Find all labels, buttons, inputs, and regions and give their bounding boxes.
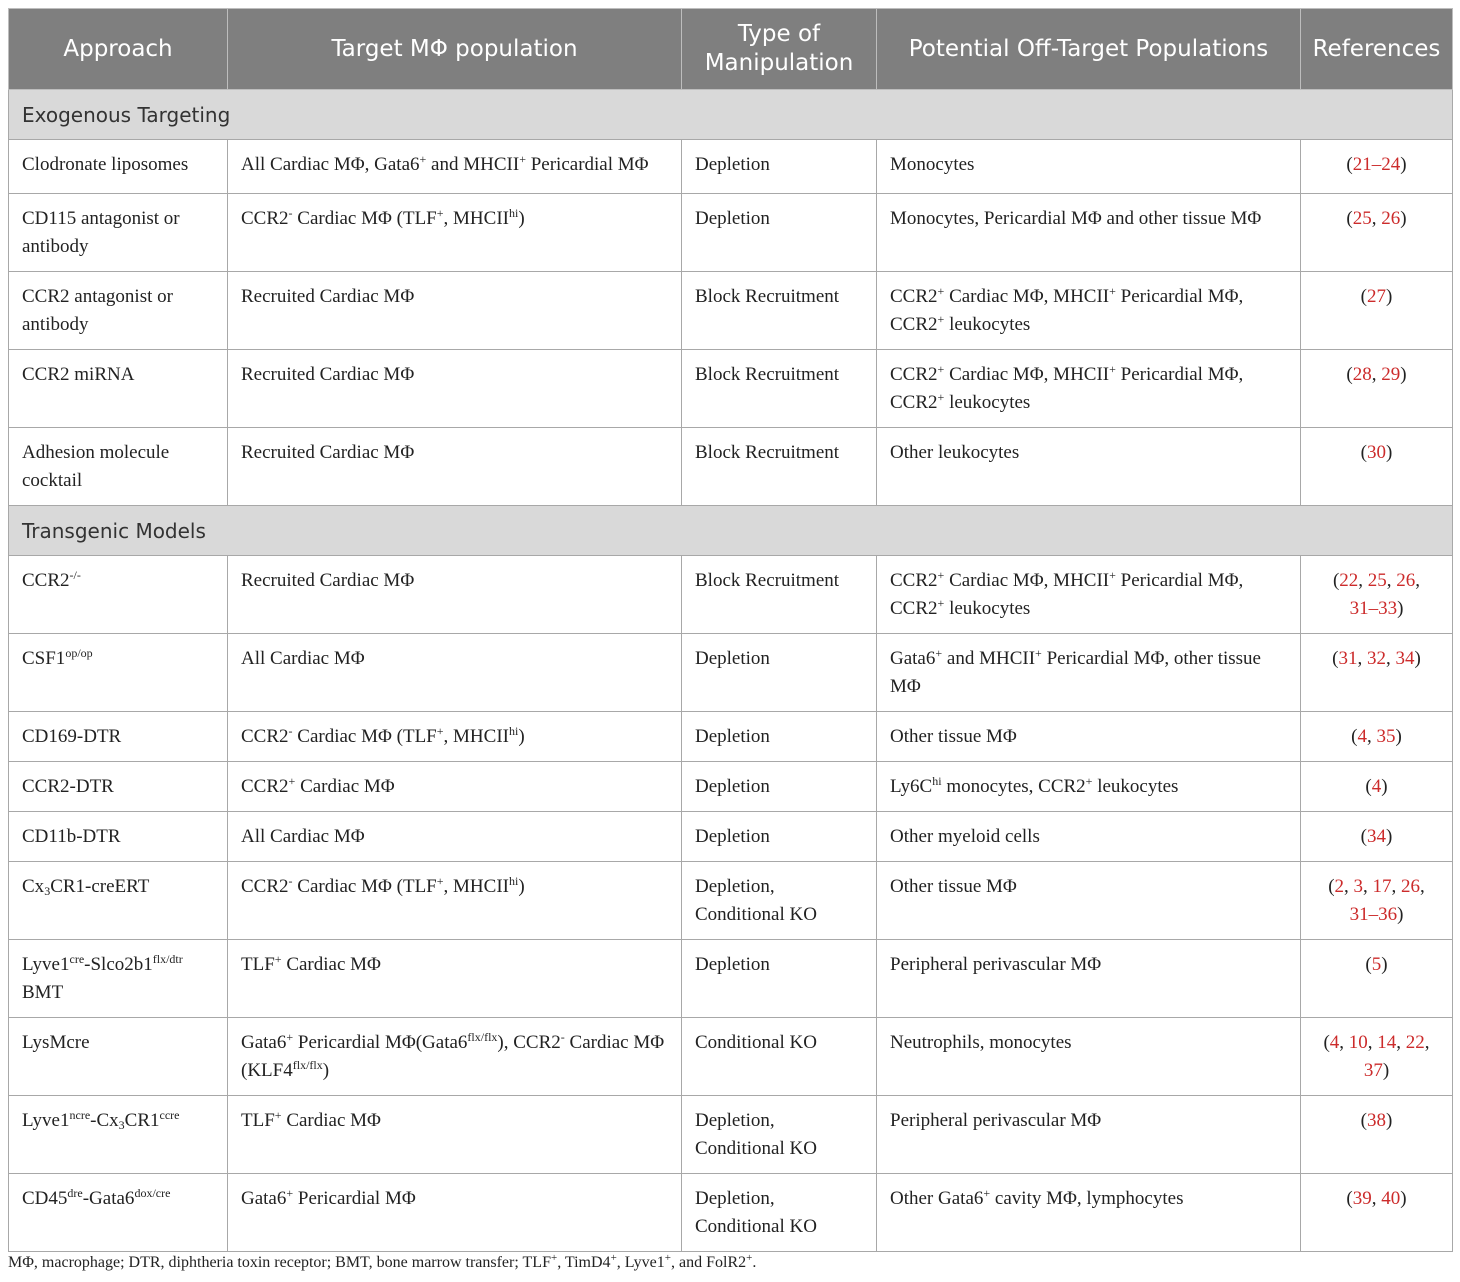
table-row [9,712,1453,762]
type-cell: Block Recruitment [682,350,877,428]
target-text: Gata6+ Pericardial $M\Phi(Gata6^{flx/flx})$, CCR2- Cardiac MΦ $(KLF4^{flx/flx})$ [241,1030,665,1081]
target-text: Recruited Cardiac MΦ [241,570,415,591]
off-target-cell: Other tissue MΦ [877,862,1301,940]
target-cell [228,194,682,272]
off-target-text: Gata6+ and MHCII+ Pericardial MΦ, other tissue MΦ [890,646,1261,697]
off-target-text: Other leukocytes [890,442,1020,463]
reference-links[interactable]: (22, 25, 26, 31–33) [1332,570,1421,619]
reference-links[interactable]: (27) [1360,286,1393,307]
type-cell: Depletion [682,140,877,194]
section-label: Exogenous Targeting [9,90,1453,140]
type-cell: Block Recruitment [682,556,877,634]
target-cell [228,1096,682,1174]
approach-text: $CD45^{dre}-Gata6^{dox/cre}$ [22,1186,171,1209]
off-target-cell: Peripheral perivascular MΦ [877,1096,1301,1174]
type-cell: Depletion [682,940,877,1018]
off-target-cell: Other myeloid cells [877,812,1301,862]
target-text: TLF+ Cardiac MΦ [241,952,381,975]
approach-cell: CCR2 antagonist or antibody [9,272,228,350]
target-cell [228,862,682,940]
reference-links[interactable]: (21–24) [1346,154,1407,175]
approach-cell: CD115 antagonist or antibody [9,194,228,272]
off-target-cell [877,1174,1301,1252]
approach-cell: CCR2 miRNA [9,350,228,428]
target-cell [228,140,682,194]
target-cell [228,1018,682,1096]
table-container [8,8,1452,1252]
target-cell [228,1174,682,1252]
references-cell [1301,712,1453,762]
target-cell [228,762,682,812]
target-cell [228,712,682,762]
type-text: Depletion, Conditional KO [695,876,817,925]
approach-cell [9,556,228,634]
macrophage-targeting-table [8,8,1453,1252]
off-target-cell: Neutrophils, monocytes [877,1018,1301,1096]
type-cell: Depletion [682,762,877,812]
references-cell [1301,1096,1453,1174]
table-row [9,194,1453,272]
section-label: Transgenic Models [9,506,1453,556]
reference-links[interactable]: (5) [1365,954,1388,975]
approach-cell: CD11b-DTR [9,812,228,862]
off-target-text: Other Gata6+ cavity MΦ, lymphocytes [890,1186,1184,1209]
approach-cell: Adhesion molecule cocktail [9,428,228,506]
off-target-cell: Other tissue MΦ [877,712,1301,762]
target-text: CCR2- Cardiac MΦ (TLF+, $MHCII^{hi}$) [241,874,525,897]
references-cell [1301,1174,1453,1252]
reference-links[interactable]: (34) [1360,826,1393,847]
type-cell: Depletion [682,712,877,762]
approach-cell [9,940,228,1018]
table-row [9,140,1453,194]
references-cell [1301,428,1453,506]
type-cell: Depletion [682,194,877,272]
target-cell [228,272,682,350]
off-target-text: Monocytes [890,154,975,175]
table-row [9,556,1453,634]
references-cell [1301,634,1453,712]
off-target-cell [877,762,1301,812]
off-target-text: Monocytes, Pericardial MΦ and other tissue MΦ [890,208,1262,229]
target-cell [228,350,682,428]
reference-links[interactable]: (4, 10, 14, 22, 37) [1323,1032,1430,1081]
type-cell [682,1096,877,1174]
target-text: Recruited Cardiac MΦ [241,442,415,463]
off-target-cell [877,194,1301,272]
type-cell: Block Recruitment [682,428,877,506]
table-row [9,762,1453,812]
off-target-cell [877,428,1301,506]
header-references: References [1301,9,1453,90]
off-target-cell [877,634,1301,712]
table-row [9,812,1453,862]
type-cell: Depletion [682,634,877,712]
table-row [9,350,1453,428]
header-row [9,9,1453,90]
reference-links[interactable]: (2, 3, 17, 26, 31–36) [1328,876,1425,925]
approach-text: $Lyve1^{cre}-Slco2b1^{flx/dtr}$ BMT [22,952,183,1003]
target-text: All Cardiac MΦ, Gata6+ and MHCII+ Pericardial MΦ [241,152,649,175]
references-cell [1301,940,1453,1018]
off-target-cell [877,272,1301,350]
reference-links[interactable]: (28, 29) [1346,364,1407,385]
target-cell [228,940,682,1018]
off-target-text: CCR2+ Cardiac MΦ, MHCII+ Pericardial MΦ, CCR2+ leukocytes [890,284,1244,335]
target-cell: All Cardiac MΦ [228,634,682,712]
target-text: Recruited Cardiac MΦ [241,286,415,307]
type-cell [682,1174,877,1252]
type-text: Depletion, Conditional KO [695,1110,817,1159]
section-row-exogenous [9,90,1453,140]
target-text: Gata6+ Pericardial MΦ [241,1186,416,1209]
target-text: CCR2+ Cardiac MΦ [241,774,395,797]
target-text: Recruited Cardiac MΦ [241,364,415,385]
section-row-transgenic [9,506,1453,556]
approach-text: CCR2-/- [22,568,81,591]
header-type [682,9,877,90]
target-text: CCR2- Cardiac MΦ (TLF+, $MHCII^{hi}$) [241,724,525,747]
approach-cell [9,1174,228,1252]
off-target-text: $Ly6C^{hi}$ monocytes, CCR2+ leukocytes [890,774,1179,797]
approach-cell: Clodronate liposomes [9,140,228,194]
references-cell [1301,194,1453,272]
target-text: CCR2- Cardiac MΦ (TLF+, $MHCII^{hi}$) [241,206,525,229]
reference-links[interactable]: (4, 35) [1351,726,1402,747]
off-target-text: CCR2+ Cardiac MΦ, MHCII+ Pericardial MΦ, CCR2+ leukocytes [890,362,1244,413]
table-row [9,428,1453,506]
type-cell: Conditional KO [682,1018,877,1096]
off-target-text: CCR2+ Cardiac MΦ, MHCII+ Pericardial MΦ, CCR2+ leukocytes [890,568,1244,619]
references-cell [1301,862,1453,940]
approach-text: $Cx_3CR1$-creERT [22,876,150,898]
table-footnote: MΦ, macrophage; DTR, diphtheria toxin receptor; BMT, bone marrow transfer; TLF+, TimD4+, Lyve1+, and FolR2+. [8,1252,757,1271]
target-cell: All Cardiac MΦ [228,812,682,862]
table-row [9,862,1453,940]
references-cell [1301,812,1453,862]
type-text: Depletion, Conditional KO [695,1188,817,1237]
target-text: TLF+ Cardiac MΦ [241,1108,381,1131]
reference-links[interactable]: (30) [1360,442,1393,463]
type-cell [682,862,877,940]
approach-text: $CSF1^{op/op}$ [22,646,93,669]
off-target-cell [877,140,1301,194]
table-row [9,1096,1453,1174]
approach-cell: CD169-DTR [9,712,228,762]
references-cell [1301,350,1453,428]
target-cell [228,428,682,506]
references-cell [1301,556,1453,634]
header-target: Target MΦ population [228,9,682,90]
off-target-cell: Peripheral perivascular MΦ [877,940,1301,1018]
reference-links[interactable]: (31, 32, 34) [1332,648,1421,669]
off-target-cell [877,556,1301,634]
type-cell: Block Recruitment [682,272,877,350]
reference-links[interactable]: (4) [1365,776,1388,797]
table-row [9,272,1453,350]
type-cell: Depletion [682,812,877,862]
off-target-cell [877,350,1301,428]
header-approach: Approach [9,9,228,90]
table-row [9,1018,1453,1096]
header-type-text: Type of Manipulation [704,21,854,76]
table-row [9,940,1453,1018]
reference-links[interactable]: (39, 40) [1346,1188,1407,1209]
table-row [9,634,1453,712]
approach-cell [9,862,228,940]
references-cell [1301,140,1453,194]
approach-cell: LysMcre [9,1018,228,1096]
target-cell [228,556,682,634]
reference-links[interactable]: (38) [1360,1110,1393,1131]
table-row [9,1174,1453,1252]
approach-text: $Lyve1^{ncre}-Cx_3CR1^{ccre}$ [22,1108,180,1132]
approach-cell: CCR2-DTR [9,762,228,812]
approach-cell [9,634,228,712]
header-off-target: Potential Off-Target Populations [877,9,1301,90]
references-cell [1301,762,1453,812]
approach-cell [9,1096,228,1174]
reference-links[interactable]: (25, 26) [1346,208,1407,229]
references-cell [1301,1018,1453,1096]
references-cell [1301,272,1453,350]
